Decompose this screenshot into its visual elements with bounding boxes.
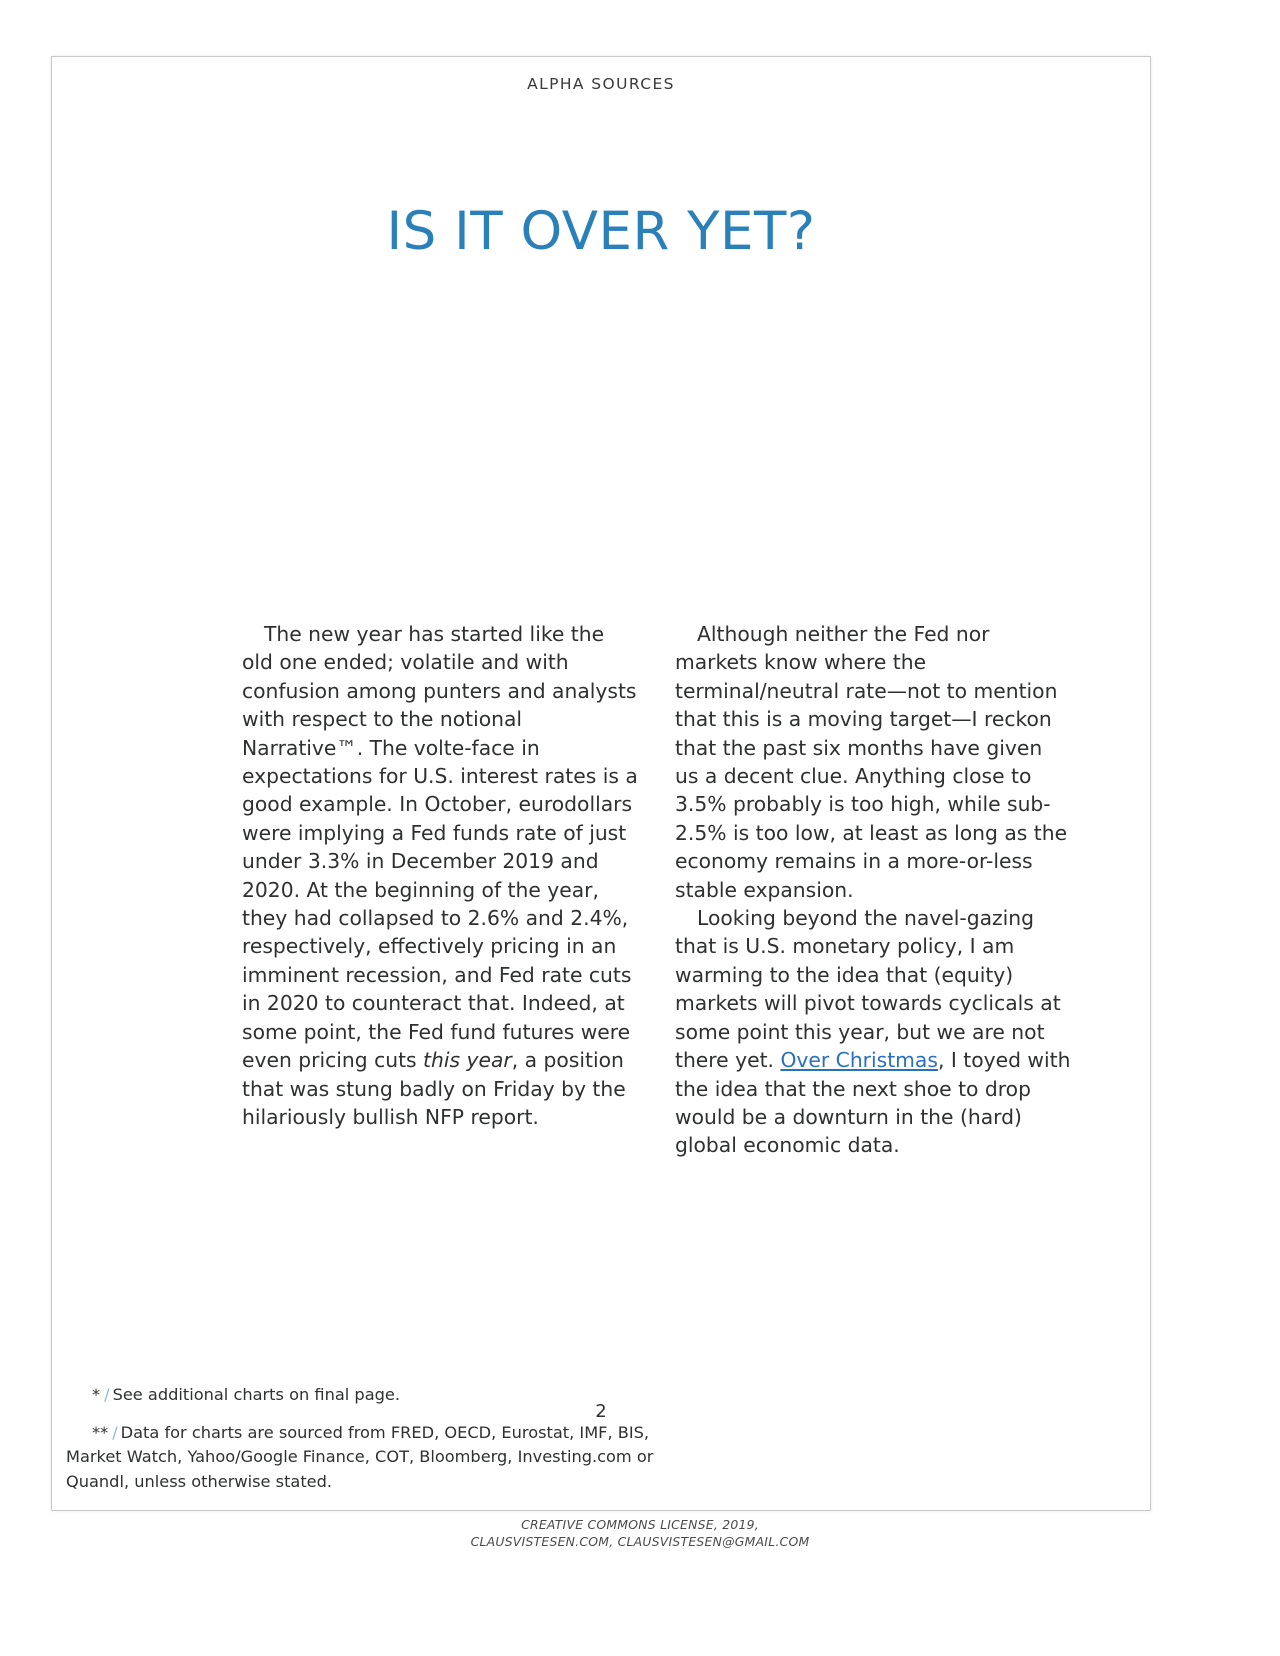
license-footer	[0, 1516, 1280, 1550]
footnote-marker: **	[92, 1422, 109, 1442]
paragraph-left-1-text-a: The new year has started like the old one ended; volatile and with confusion among punters and analysts with respect to the notional Narrative™. The volte-face in expectations for U.S. interest rates is a good example. In October, eurodollars were implying a Fed funds rate of just under 3.3% in December 2019 and 2020. At the beginning of the year, they had collapsed to 2.6% and 2.4%, respectively, effectively pricing in an imminent recession, and Fed rate cuts in 2020 to counteract that. Indeed, at some point, the Fed fund futures were even pricing cuts	[242, 622, 638, 1073]
running-head: ALPHA SOURCES	[527, 75, 675, 93]
paragraph-right-2-text-b: , I toyed with the idea that the next shoe to drop would be a downturn in the (hard) global economic data.	[675, 1048, 1071, 1158]
footnote-slash: /	[112, 1422, 118, 1442]
footnote-slash: /	[104, 1385, 110, 1404]
over-christmas-link[interactable]: Over Christmas	[780, 1048, 938, 1073]
paragraph-left-1-text-b: , a position that was stung badly on Friday by the hilariously bullish NFP report.	[242, 1048, 626, 1129]
paragraph-right-1: Although neither the Fed nor markets know where the terminal/neutral rate—not to mention that this is a moving target—I reckon that the past six months have given us a decent clue. Anything close to 3.5% probably is too high, while sub-2.5% is too low, at least as long as the economy remains in a more-or-less stable expansion.	[675, 622, 1068, 902]
license-line-1: CREATIVE COMMONS LICENSE, 2019,	[521, 1517, 759, 1532]
paragraph-left-1-emphasis: this year	[423, 1048, 512, 1073]
footnote-text: See additional charts on final page.	[112, 1385, 401, 1404]
paragraph-right-2	[675, 904, 1072, 1160]
license-line-2: CLAUSVISTESEN.COM, CLAUSVISTESEN@GMAIL.COM	[470, 1534, 810, 1549]
page-number: 2	[595, 1401, 607, 1422]
paragraph-right-2-text-a: Looking beyond the navel-gazing that is U.S. monetary policy, I am warming to the idea that (equity) markets will pivot towards cyclicals at some point this year, but we are not there yet.	[675, 906, 1061, 1073]
footnote-marker: *	[92, 1385, 101, 1404]
article-body	[242, 620, 1072, 1160]
page-title: IS IT OVER YET?	[386, 200, 816, 262]
paragraph-left-1	[242, 620, 639, 1131]
footnote-text: Data for charts are sourced from FRED, OECD, Eurostat, IMF, BIS, Market Watch, Yahoo/Google Finance, COT, Bloomberg, Investing.com or Quandl, unless otherwise stated.	[66, 1422, 654, 1491]
footnote-double-asterisk	[66, 1421, 706, 1495]
right-column	[675, 620, 1072, 1160]
document-page	[51, 56, 1151, 1511]
left-column	[242, 620, 639, 1160]
footnotes	[66, 1383, 706, 1494]
